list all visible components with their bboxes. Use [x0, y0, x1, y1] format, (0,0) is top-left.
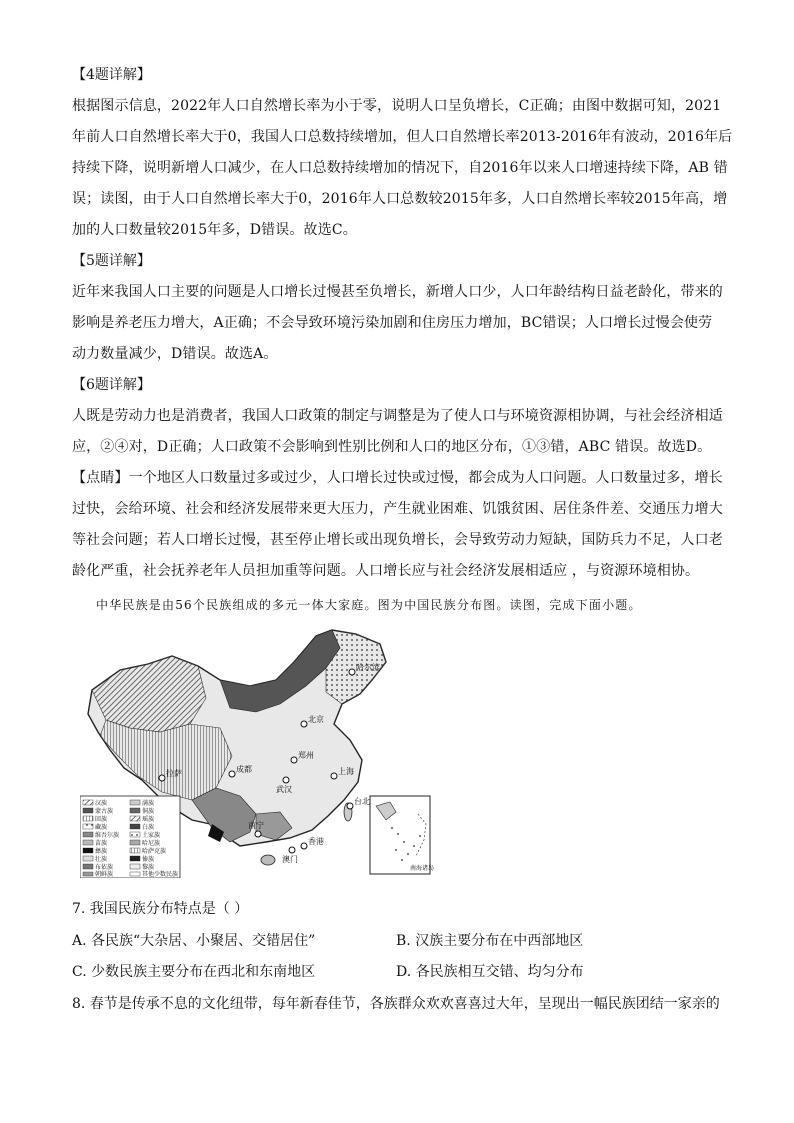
legend-label: 瑶族	[142, 816, 155, 823]
legend-label: 满族	[142, 800, 155, 807]
dianjing-line: 等社会问题；若人口增长过慢，甚至停止增长或出现负增长，会导致劳动力短缺，国防兵力不足，人口老	[72, 532, 723, 548]
s5-line: 动力数量减少，D错误。故选A。	[72, 346, 278, 362]
s4-line: 持续下降，说明新增人口减少，在人口总数持续增加的情况下，自2016年以来人口增速持续下降，AB 错	[72, 160, 728, 176]
legend-label: 彝族	[95, 848, 108, 855]
legend-label: 回族	[95, 816, 108, 823]
q7-stem: 7. 我国民族分布特点是（ ）	[72, 901, 249, 917]
city-label: 澳门	[282, 855, 298, 864]
s4-line: 加的人口数量较2015年多，D错误。故选C。	[72, 222, 357, 238]
map-intro: 中华民族是由56个民族组成的多元一体大家庭。图为中国民族分布图。读图，完成下面小题。	[96, 598, 642, 612]
legend-label: 藏族	[95, 824, 108, 831]
s5-header: 【5题详解】	[72, 253, 151, 269]
q7-option-d[interactable]: D. 各民族相互交错、均匀分布	[396, 964, 584, 980]
s6-line: 人既是劳动力也是消费者，我国人口政策的制定与调整是为了使人口与环境资源相协调，与社会经济相适	[72, 408, 723, 424]
q8-stem: 8. 春节是传承不息的文化纽带，每年新春佳节，各族群众欢欢喜喜过大年，呈现出一幅民族团结一家亲的	[72, 996, 720, 1012]
legend-label: 哈萨克族	[142, 848, 167, 855]
s5-line: 近年来我国人口主要的问题是人口增长过慢甚至负增长，新增人口少，人口年龄结构日益老龄化，带来的	[72, 284, 723, 300]
legend-label: 维吾尔族	[95, 832, 120, 839]
legend-label: 蒙古族	[95, 808, 114, 815]
legend-label: 汉族	[95, 800, 108, 807]
legend-label: 傣族	[142, 856, 155, 863]
city-label: 南宁	[248, 821, 264, 830]
inset-label: 南海诸岛	[410, 865, 435, 872]
legend-label: 土家族	[142, 832, 161, 839]
city-label: 香港	[308, 837, 324, 846]
legend-label: 朝鲜族	[95, 871, 114, 878]
legend-label: 壮族	[95, 856, 108, 863]
q7-option-b[interactable]: B. 汉族主要分布在中西部地区	[396, 933, 584, 949]
s6-line: 应，②④对，D正确；人口政策不会影响到性别比例和人口的地区分布，①③错，ABC 错误。故选D。	[72, 439, 712, 455]
legend-label: 其他少数民族	[142, 871, 179, 878]
solution-text	[72, 60, 732, 587]
legend-label: 白族	[142, 824, 155, 831]
city-label: 成都	[236, 765, 252, 774]
s4-header: 【4题详解】	[72, 67, 151, 83]
city-label: 台北	[354, 797, 370, 806]
city-label: 哈尔滨	[356, 663, 380, 672]
legend-label: 侗族	[142, 808, 155, 815]
city-label: 上海	[338, 767, 354, 776]
dianjing-line: 【点睛】一个地区人口数量过多或过少，人口增长过快或过慢，都会成为人口问题。人口数量过多，增长	[72, 470, 723, 486]
dianjing-line: 龄化严重，社会抚养老年人员担加重等问题。人口增长应与社会经济发展相适应 ，与资源环境相协。	[72, 563, 700, 579]
s5-line: 影响是养老压力增大，A正确；不会导致环境污染加剧和住房压力增加，BC错误；人口增长过慢会使劳	[72, 315, 713, 331]
s4-line: 年前人口自然增长率大于0，我国人口总数持续增加，但人口自然增长率2013-2016年有波动，2016年后	[72, 129, 733, 145]
city-label: 郑州	[298, 751, 314, 760]
s4-line: 根据图示信息，2022年人口自然增长率为小于零，说明人口呈负增长，C正确；由图中数据可知，2021	[72, 98, 722, 114]
legend-label: 布依族	[95, 864, 114, 871]
china-ethnic-map	[80, 628, 440, 878]
s4-line: 误；读图，由于人口自然增长率大于0，2016年人口总数较2015年多，人口自然增长率较2015年高，增	[72, 191, 728, 207]
s6-header: 【6题详解】	[72, 377, 151, 393]
legend-label: 哈尼族	[142, 840, 161, 847]
q7-option-a[interactable]: A. 各民族“大杂居、小聚居、交错居住”	[72, 933, 316, 949]
city-label: 北京	[308, 715, 324, 724]
city-label: 武汉	[276, 785, 292, 794]
legend-label: 苗族	[95, 840, 108, 847]
city-label: 拉萨	[166, 769, 182, 778]
dianjing-line: 过快，会给环境、社会和经济发展带来更大压力，产生就业困难、饥饿贫困、居住条件差、交通压力增大	[72, 501, 723, 517]
q7-option-c[interactable]: C. 少数民族主要分布在西北和东南地区	[72, 964, 316, 980]
legend-label: 黎族	[142, 864, 155, 871]
